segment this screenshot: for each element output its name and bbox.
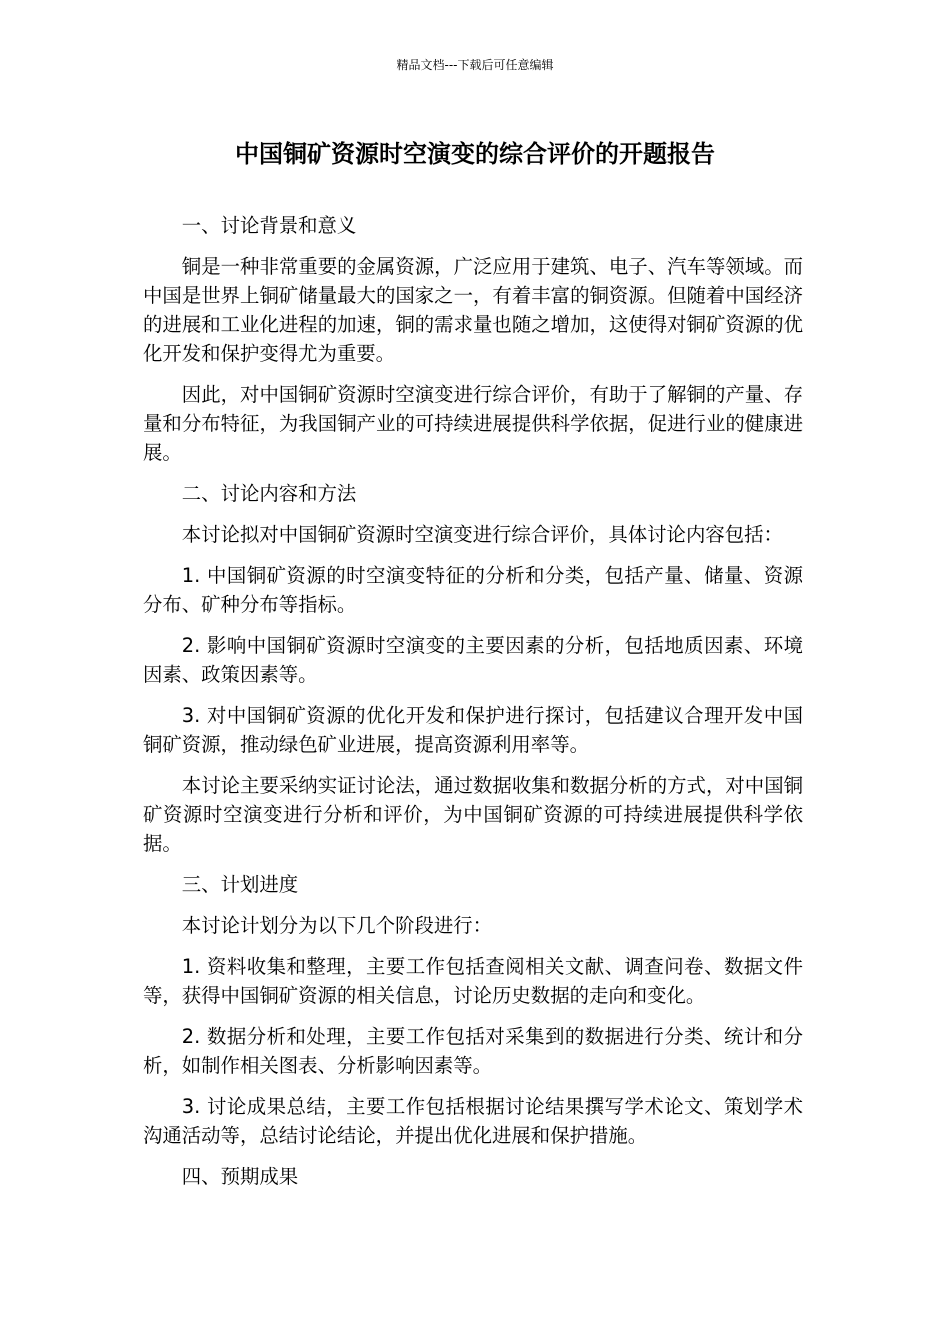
document-body — [143, 211, 803, 1203]
list-item: 1. 资料收集和整理，主要工作包括查阅相关文献、调查问卷、数据文件等，获得中国铜矿资源的相关信息，讨论历史数据的走向和变化。 — [143, 955, 803, 1007]
section-heading: 一、讨论背景和意义 — [181, 214, 357, 237]
paragraph: 铜是一种非常重要的金属资源，广泛应用于建筑、电子、汽车等领域。而中国是世界上铜矿储量最大的国家之一，有着丰富的铜资源。但随着中国经济的进展和工业化进程的加速，铜的需求量也随之增加，这使得对铜矿资源的优化开发和保护变得尤为重要。 — [143, 255, 803, 365]
section-heading: 三、计划进度 — [181, 873, 299, 896]
paragraph: 因此，对中国铜矿资源时空演变进行综合评价，有助于了解铜的产量、存量和分布特征，为我国铜产业的可持续进展提供科学依据，促进行业的健康进展。 — [143, 383, 803, 464]
list-item: 2. 数据分析和处理，主要工作包括对采集到的数据进行分类、统计和分析，如制作相关图表、分析影响因素等。 — [143, 1025, 803, 1077]
section-heading: 二、讨论内容和方法 — [181, 482, 357, 505]
paragraph: 本讨论计划分为以下几个阶段进行： — [181, 914, 493, 937]
list-item: 3. 讨论成果总结，主要工作包括根据讨论结果撰写学术论文、策划学术沟通活动等，总结讨论结论，并提出优化进展和保护措施。 — [143, 1095, 803, 1147]
document-title: 中国铜矿资源时空演变的综合评价的开题报告 — [235, 140, 715, 168]
paragraph: 本讨论主要采纳实证讨论法，通过数据收集和数据分析的方式，对中国铜矿资源时空演变进行分析和评价，为中国铜矿资源的可持续进展提供科学依据。 — [143, 774, 803, 855]
page-header: 精品文档---下载后可任意编辑 — [396, 58, 554, 72]
paragraph: 本讨论拟对中国铜矿资源时空演变进行综合评价，具体讨论内容包括： — [181, 523, 783, 546]
list-item: 3. 对中国铜矿资源的优化开发和保护进行探讨，包括建议合理开发中国铜矿资源，推动绿色矿业进展，提高资源利用率等。 — [143, 704, 803, 756]
list-item: 1. 中国铜矿资源的时空演变特征的分析和分类，包括产量、储量、资源分布、矿种分布等指标。 — [143, 564, 803, 616]
list-item: 2. 影响中国铜矿资源时空演变的主要因素的分析，包括地质因素、环境因素、政策因素等。 — [143, 634, 803, 686]
section-heading: 四、预期成果 — [181, 1165, 299, 1188]
